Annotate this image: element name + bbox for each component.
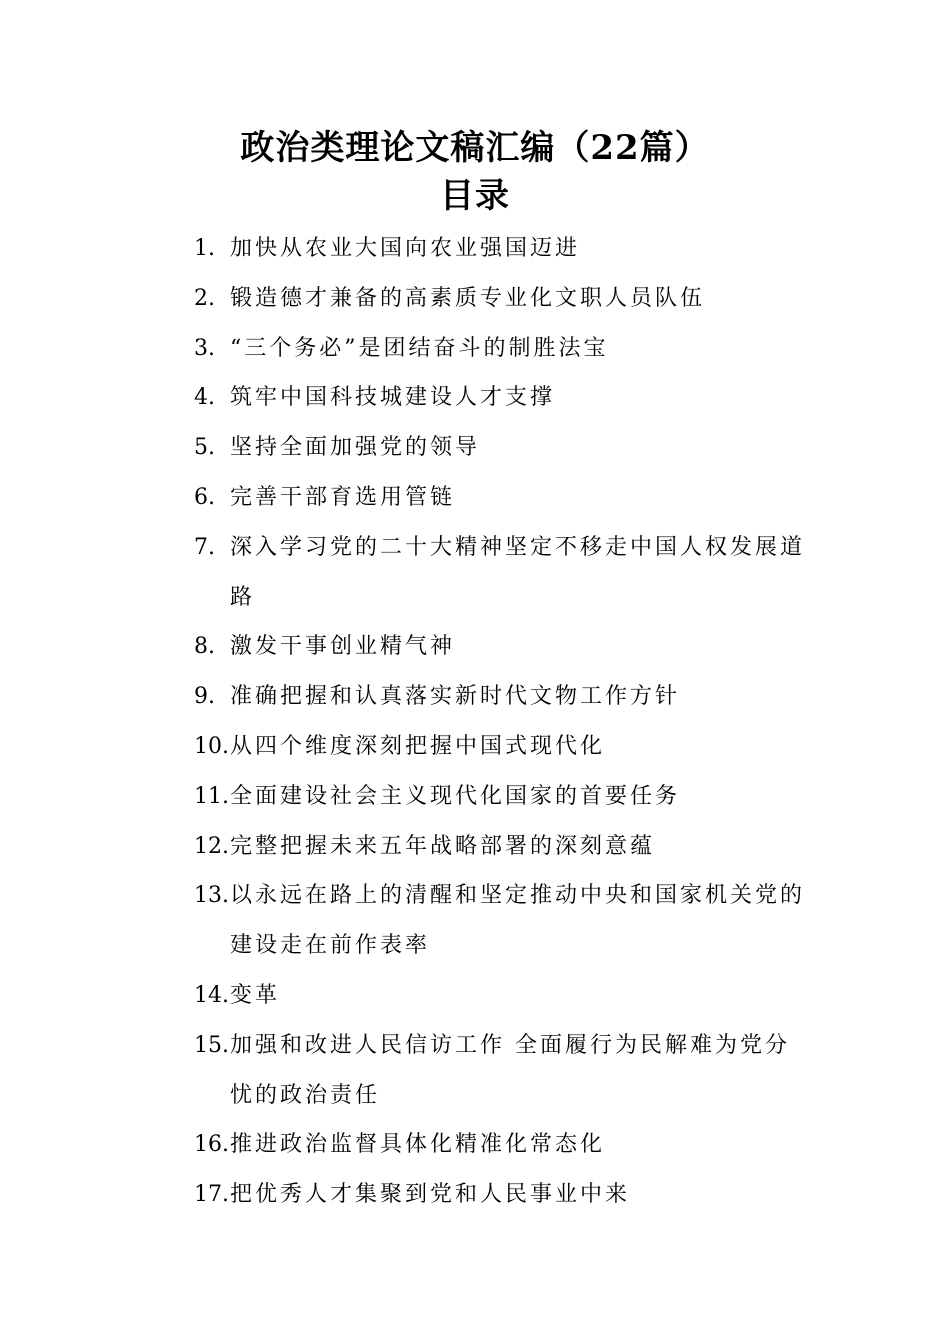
toc-item-number: 2. [194, 285, 215, 311]
toc-item [194, 324, 806, 374]
toc-item [194, 224, 806, 274]
toc-item-title: 锻造德才兼备的高素质专业化文职人员队伍 [230, 285, 706, 311]
toc-item [194, 871, 806, 971]
toc-item-number: 12. [194, 833, 229, 859]
toc-item-number: 4. [194, 385, 215, 411]
toc-item-number: 17. [194, 1182, 229, 1208]
toc-item-number: 5. [194, 435, 215, 461]
toc-item [194, 822, 806, 872]
toc-item-title: 完善干部育选用管链 [230, 484, 456, 510]
toc-item-title: 准确把握和认真落实新时代文物工作方针 [230, 684, 681, 710]
toc-item-number: 1. [194, 236, 215, 261]
toc-item-title: 全面建设社会主义现代化国家的首要任务 [230, 783, 681, 809]
document-title: 政治类理论文稿汇编（22篇） [240, 128, 710, 168]
toc-item [194, 1170, 806, 1220]
toc-item [194, 523, 806, 623]
toc-item-number: 15. [194, 1032, 229, 1058]
toc-item-number: 3. [194, 335, 215, 361]
toc-item-number: 6. [194, 484, 215, 510]
toc-item-number: 14. [194, 982, 229, 1008]
toc-item-title: 激发干事创业精气神 [230, 634, 456, 660]
toc-item-number: 16. [194, 1132, 229, 1158]
toc-item-title: 以永远在路上的清醒和坚定推动中央和国家机关党的建设走在前作表率 [230, 883, 806, 959]
toc-item-number: 13. [194, 883, 229, 909]
toc-item [194, 672, 806, 722]
table-of-contents [194, 224, 806, 1220]
document-subtitle: 目录 [440, 176, 510, 216]
toc-item [194, 473, 806, 523]
toc-item [194, 1120, 806, 1170]
toc-item-title: 筑牢中国科技城建设人才支撑 [230, 385, 556, 411]
toc-item [194, 722, 806, 772]
toc-item-title: 变革 [230, 982, 281, 1008]
toc-item [194, 1021, 806, 1121]
toc-item [194, 622, 806, 672]
toc-item-number: 11. [194, 783, 229, 809]
toc-item-title: 深入学习党的二十大精神坚定不移走中国人权发展道路 [230, 534, 806, 610]
toc-item-title: 加强和改进人民信访工作 全面履行为民解难为党分忧的政治责任 [230, 1032, 790, 1108]
toc-item [194, 423, 806, 473]
toc-item-title: 从四个维度深刻把握中国式现代化 [230, 733, 606, 759]
toc-item-number: 8. [194, 634, 215, 660]
toc-item-title: 把优秀人才集聚到党和人民事业中来 [230, 1182, 631, 1208]
toc-item [194, 772, 806, 822]
toc-item [194, 373, 806, 423]
toc-item-title: 加快从农业大国向农业强国迈进 [230, 236, 581, 261]
toc-item-title: 推进政治监督具体化精准化常态化 [230, 1132, 606, 1158]
toc-item-number: 7. [194, 534, 215, 560]
toc-item-title: “三个务必”是团结奋斗的制胜法宝 [230, 335, 609, 361]
toc-item-title: 坚持全面加强党的领导 [230, 435, 481, 461]
toc-item [194, 274, 806, 324]
toc-item-title: 完整把握未来五年战略部署的深刻意蕴 [230, 833, 656, 859]
toc-item-number: 10. [194, 733, 229, 759]
toc-item [194, 971, 806, 1021]
toc-item-number: 9. [194, 684, 215, 710]
